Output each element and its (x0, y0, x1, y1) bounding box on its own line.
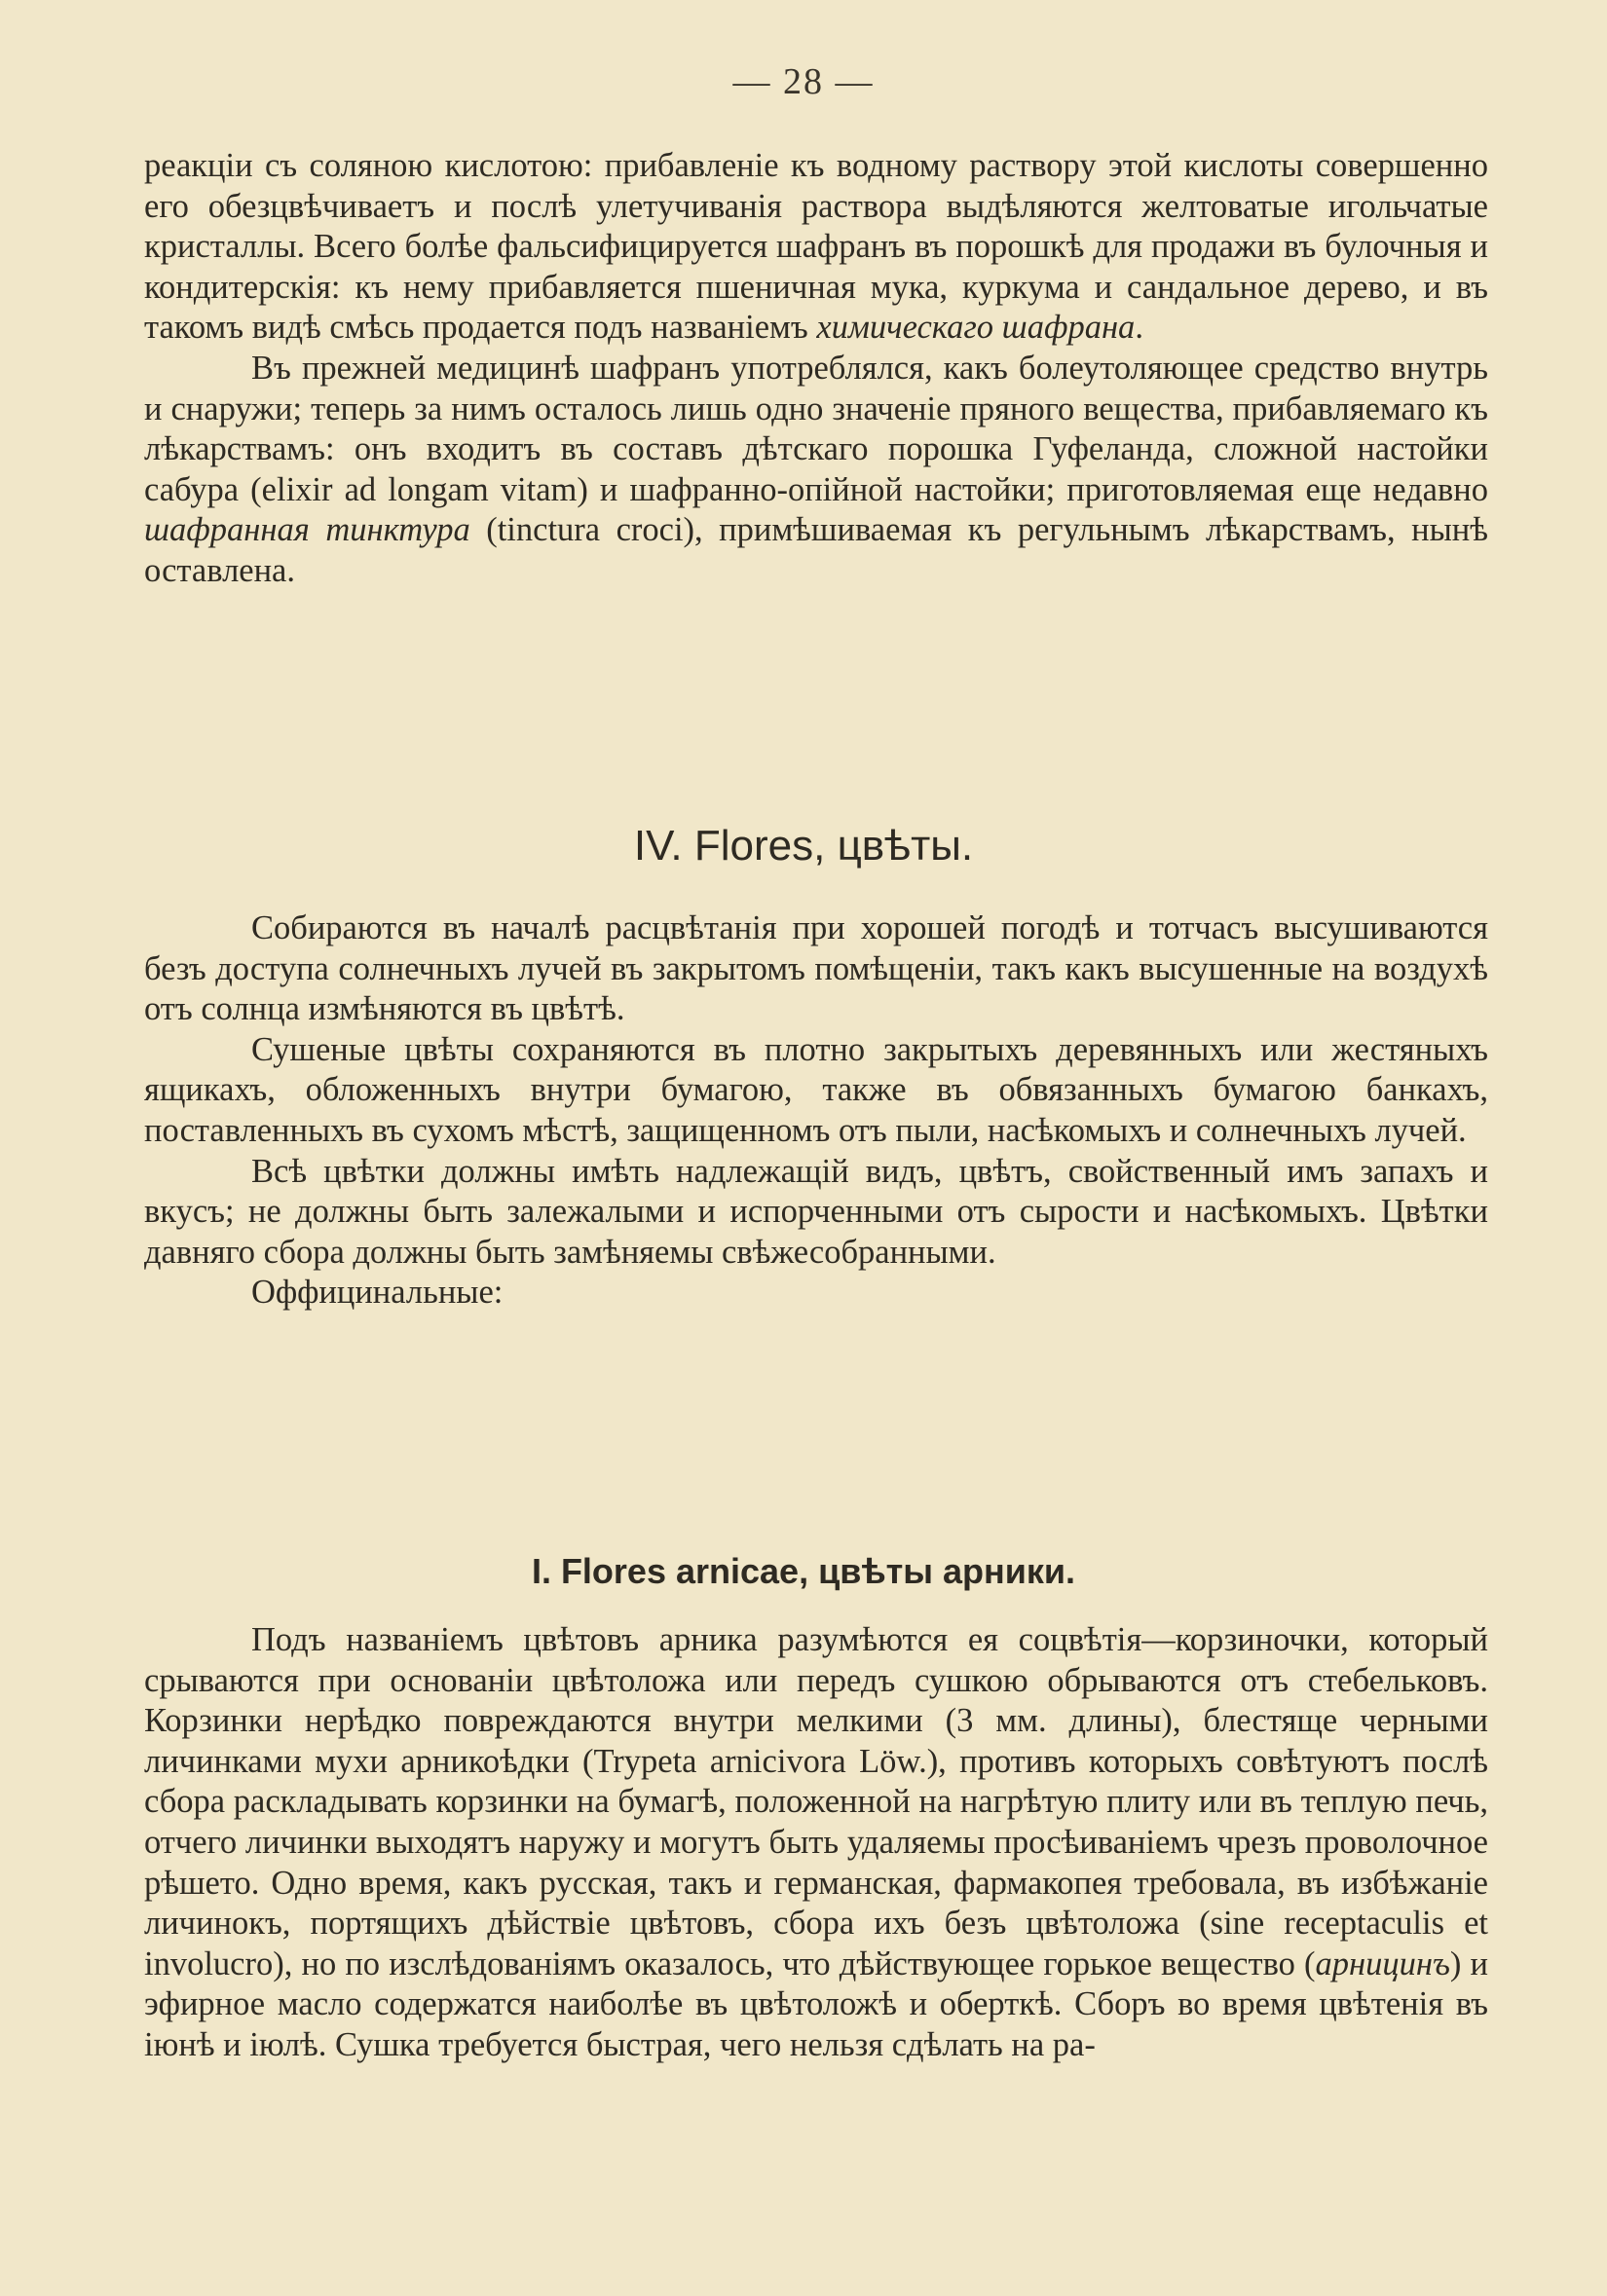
text-block-arnica (144, 1620, 1488, 2066)
paragraph: реакціи съ соляною кислотою: прибавленіе къ водному раствору этой кислоты совершенно его обезцвѣчиваетъ и послѣ улетучиванія раствора выдѣляются желтоватые игольчатые кристаллы. Всего болѣе фальсифицируется шафранъ въ порошкѣ для продажи въ булочныя и кондитерскія: къ нему прибавляется пшеничная мука, куркума и сандальное дерево, и въ такомъ видѣ смѣсь продается подъ названіемъ химическаго шафрана. (144, 147, 1488, 347)
paragraph: Въ прежней медицинѣ шафранъ употреблялся, какъ болеутоляющее средство внутрь и снаружи; теперь за нимъ осталось лишь одно значеніе пряного вещества, прибавляемаго къ лѣкарствамъ: онъ входитъ въ составъ дѣтскаго порошка Гуфеланда, сложной настойки сабура (elixir ad longam vitam) и шафранно-опійной настойки; приготовляемая еще недавно шафранная тинктура (tinctura croci), примѣшиваемая къ регульнымъ лѣкарствамъ, нынѣ оставлена. (144, 349, 1488, 589)
section-heading: IV. Flores, цвѣты. (633, 822, 974, 870)
page-number: — 28 — (732, 61, 875, 102)
text-block-flores (144, 908, 1488, 1314)
paragraph: Оффицинальные: (251, 1274, 504, 1312)
subsection-heading: I. Flores arnicae, цвѣты арники. (531, 1551, 1076, 1591)
paragraph: Сушеные цвѣты сохраняются въ плотно закрытыхъ деревянныхъ или жестяныхъ ящикахъ, обложенныхъ внутри бумагою, также въ обвязанныхъ бумагою банкахъ, поставленныхъ въ сухомъ мѣстѣ, защищенномъ отъ пыли, насѣкомыхъ и солнечныхъ лучей. (144, 1030, 1488, 1149)
paragraph: Собираются въ началѣ расцвѣтанія при хорошей погодѣ и тотчасъ высушиваются безъ доступа солнечныхъ лучей въ закрытомъ помѣщеніи, такъ какъ высушенные на воздухѣ отъ солнца измѣняются въ цвѣтѣ. (144, 909, 1488, 1028)
paragraph: Подъ названіемъ цвѣтовъ арника разумѣются ея соцвѣтія—корзиночки, который срываются при основаніи цвѣтоложа или передъ сушкою обрываются отъ стебельковъ. Корзинки нерѣдко повреждаются внутри мелкими (3 мм. длины), блестяще черными личинками мухи арникоѣдки (Trypeta arnicivora Löw.), противъ которыхъ совѣтуютъ послѣ сбора раскладывать корзинки на бумагѣ, положенной на нагрѣтую плиту или въ теплую печь, отчего личинки выходятъ наружу и могутъ быть удаляемы просѣиваніемъ чрезъ проволочное рѣшето. Одно время, какъ русская, такъ и германская, фармакопея требовала, въ избѣжаніе личинокъ, портящихъ дѣйствіе цвѣтовъ, сбора ихъ безъ цвѣтоложа (sine receptaculis et involucro), но по изслѣдованіямъ оказалось, что дѣйствующее горькое вещество (арницинъ) и эфирное масло содержатся наиболѣе въ цвѣтоложѣ и оберткѣ. Сборъ во время цвѣтенія въ іюнѣ и іюлѣ. Сушка требуется быстрая, чего нельзя сдѣлать на ра- (144, 1621, 1489, 2063)
paragraph: Всѣ цвѣтки должны имѣть надлежащій видъ, цвѣтъ, свойственный имъ запахъ и вкусъ; не должны быть залежалыми и испорченными отъ сырости и насѣкомыхъ. Цвѣтки давняго сбора должны быть замѣняемы свѣжесобранными. (144, 1152, 1488, 1271)
text-block-saffron (144, 146, 1488, 592)
